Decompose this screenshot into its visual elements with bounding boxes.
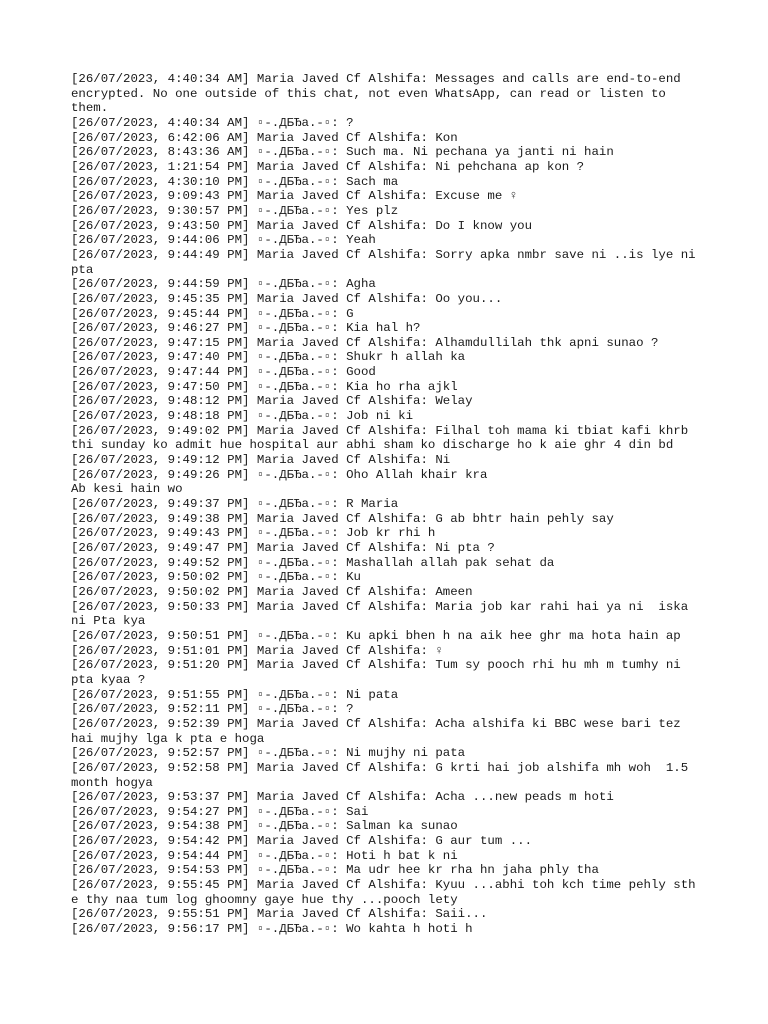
chat-message-line: [26/07/2023, 9:45:35 PM] Maria Javed Cf Alshifa: Oo you... [71,291,503,306]
chat-message-line: [26/07/2023, 9:30:57 PM] ▫-.ДБЂа.-▫: Yes plz [71,203,399,218]
chat-message-line: [26/07/2023, 9:49:52 PM] ▫-.ДБЂа.-▫: Mashallah allah pak sehat da [71,555,555,570]
chat-message-line: [26/07/2023, 9:43:50 PM] Maria Javed Cf Alshifa: Do I know you [71,218,533,233]
chat-message-line: [26/07/2023, 9:56:17 PM] ▫-.ДБЂа.-▫: Wo kahta h hoti h [71,922,473,937]
chat-message-line: [26/07/2023, 9:50:33 PM] Maria Javed Cf Alshifa: Maria job kar rahi hai ya ni iska ni Pta kya [71,599,696,629]
chat-message-line: [26/07/2023, 9:49:38 PM] Maria Javed Cf Alshifa: G ab bhtr hain pehly say [71,511,614,526]
chat-message-line: [26/07/2023, 9:49:43 PM] ▫-.ДБЂа.-▫: Job kr rhi h [71,526,436,541]
chat-message-line: [26/07/2023, 9:47:50 PM] ▫-.ДБЂа.-▫: Kia ho rha ajkl [71,379,458,394]
chat-message-line: [26/07/2023, 9:49:12 PM] Maria Javed Cf Alshifa: Ni [71,453,451,468]
chat-message-line: [26/07/2023, 9:09:43 PM] Maria Javed Cf Alshifa: Excuse me ♀ [71,189,518,204]
chat-message-line: [26/07/2023, 9:48:12 PM] Maria Javed Cf Alshifa: Welay [71,394,473,409]
chat-message-line: [26/07/2023, 9:52:39 PM] Maria Javed Cf Alshifa: Acha alshifa ki BBC wese bari tez hai mujhy lga k pta e hoga [71,716,689,746]
chat-message-line: [26/07/2023, 9:44:06 PM] ▫-.ДБЂа.-▫: Yeah [71,233,376,248]
chat-message-line: [26/07/2023, 9:44:49 PM] Maria Javed Cf Alshifa: Sorry apka nmbr save ni ..is lye ni pta [71,247,704,277]
chat-message-line: [26/07/2023, 9:44:59 PM] ▫-.ДБЂа.-▫: Agha [71,277,376,292]
chat-message-line: [26/07/2023, 4:40:34 AM] ▫-.ДБЂа.-▫: ? [71,115,354,130]
chat-message-line: [26/07/2023, 9:54:42 PM] Maria Javed Cf Alshifa: G aur tum ... [71,834,533,849]
chat-message-line: [26/07/2023, 6:42:06 AM] Maria Javed Cf Alshifa: Kon [71,130,458,145]
chat-message-line: [26/07/2023, 4:30:10 PM] ▫-.ДБЂа.-▫: Sach ma [71,174,399,189]
chat-message-line: [26/07/2023, 9:54:38 PM] ▫-.ДБЂа.-▫: Salman ka sunao [71,819,458,834]
chat-message-line: [26/07/2023, 4:40:34 AM] Maria Javed Cf Alshifa: Messages and calls are end-to-end encrypted. No one outside of this chat, not even WhatsApp, can read or listen to them. [71,72,689,116]
chat-message-line: [26/07/2023, 9:49:26 PM] ▫-.ДБЂа.-▫: Oho Allah khair kra Ab kesi hain wo [71,467,488,497]
chat-message-line: [26/07/2023, 9:54:27 PM] ▫-.ДБЂа.-▫: Sai [71,804,369,819]
chat-message-line: [26/07/2023, 9:49:02 PM] Maria Javed Cf Alshifa: Filhal toh mama ki tbiat kafi khrb thi sunday ko admit hue hospital aur abhi sham ko discharge ho k aie ghr 4 din bd [71,423,696,453]
chat-message-line: [26/07/2023, 9:47:44 PM] ▫-.ДБЂа.-▫: Good [71,365,376,380]
chat-message-line: [26/07/2023, 8:43:36 AM] ▫-.ДБЂа.-▫: Such ma. Ni pechana ya janti ni hain [71,145,614,160]
chat-message-line: [26/07/2023, 9:52:11 PM] ▫-.ДБЂа.-▫: ? [71,702,354,717]
chat-message-line: [26/07/2023, 9:50:51 PM] ▫-.ДБЂа.-▫: Ku apki bhen h na aik hee ghr ma hota hain ap [71,628,681,643]
chat-message-line: [26/07/2023, 9:46:27 PM] ▫-.ДБЂа.-▫: Kia hal h? [71,321,421,336]
chat-message-line: [26/07/2023, 9:47:15 PM] Maria Javed Cf Alshifa: Alhamdullilah thk apni sunao ? [71,335,659,350]
chat-message-line: [26/07/2023, 9:50:02 PM] ▫-.ДБЂа.-▫: Ku [71,570,361,585]
chat-message-line: [26/07/2023, 1:21:54 PM] Maria Javed Cf Alshifa: Ni pehchana ap kon ? [71,159,585,174]
chat-message-line: [26/07/2023, 9:51:01 PM] Maria Javed Cf Alshifa: ♀ [71,643,443,658]
chat-message-line: [26/07/2023, 9:55:51 PM] Maria Javed Cf Alshifa: Saii... [71,907,488,922]
chat-message-line: [26/07/2023, 9:47:40 PM] ▫-.ДБЂа.-▫: Shukr h allah ka [71,350,466,365]
chat-message-line: [26/07/2023, 9:48:18 PM] ▫-.ДБЂа.-▫: Job ni ki [71,409,414,424]
chat-message-line: [26/07/2023, 9:55:45 PM] Maria Javed Cf Alshifa: Kyuu ...abhi toh kch time pehly sth e thy naa tum log ghoomny gaye hue thy ...pooch lety [71,878,704,907]
chat-message-line: [26/07/2023, 9:51:55 PM] ▫-.ДБЂа.-▫: Ni pata [71,687,399,702]
chat-message-line: [26/07/2023, 9:45:44 PM] ▫-.ДБЂа.-▫: G [71,306,354,321]
chat-message-line: [26/07/2023, 9:49:37 PM] ▫-.ДБЂа.-▫: R Maria [71,497,399,512]
chat-transcript [71,72,704,937]
chat-message-line: [26/07/2023, 9:52:57 PM] ▫-.ДБЂа.-▫: Ni mujhy ni pata [71,746,466,761]
chat-message-line: [26/07/2023, 9:51:20 PM] Maria Javed Cf Alshifa: Tum sy pooch rhi hu mh m tumhy ni pta kyaa ? [71,658,689,687]
chat-message-line: [26/07/2023, 9:52:58 PM] Maria Javed Cf Alshifa: G krti hai job alshifa mh woh 1.5 month hogya [71,760,696,790]
chat-message-line: [26/07/2023, 9:49:47 PM] Maria Javed Cf Alshifa: Ni pta ? [71,541,495,555]
chat-message-line: [26/07/2023, 9:54:53 PM] ▫-.ДБЂа.-▫: Ma udr hee kr rha hn jaha phly tha [71,863,599,878]
chat-message-line: [26/07/2023, 9:50:02 PM] Maria Javed Cf Alshifa: Ameen [71,584,473,599]
chat-message-line: [26/07/2023, 9:53:37 PM] Maria Javed Cf Alshifa: Acha ...new peads m hoti [71,790,614,805]
chat-message-line: [26/07/2023, 9:54:44 PM] ▫-.ДБЂа.-▫: Hoti h bat k ni [71,848,458,863]
